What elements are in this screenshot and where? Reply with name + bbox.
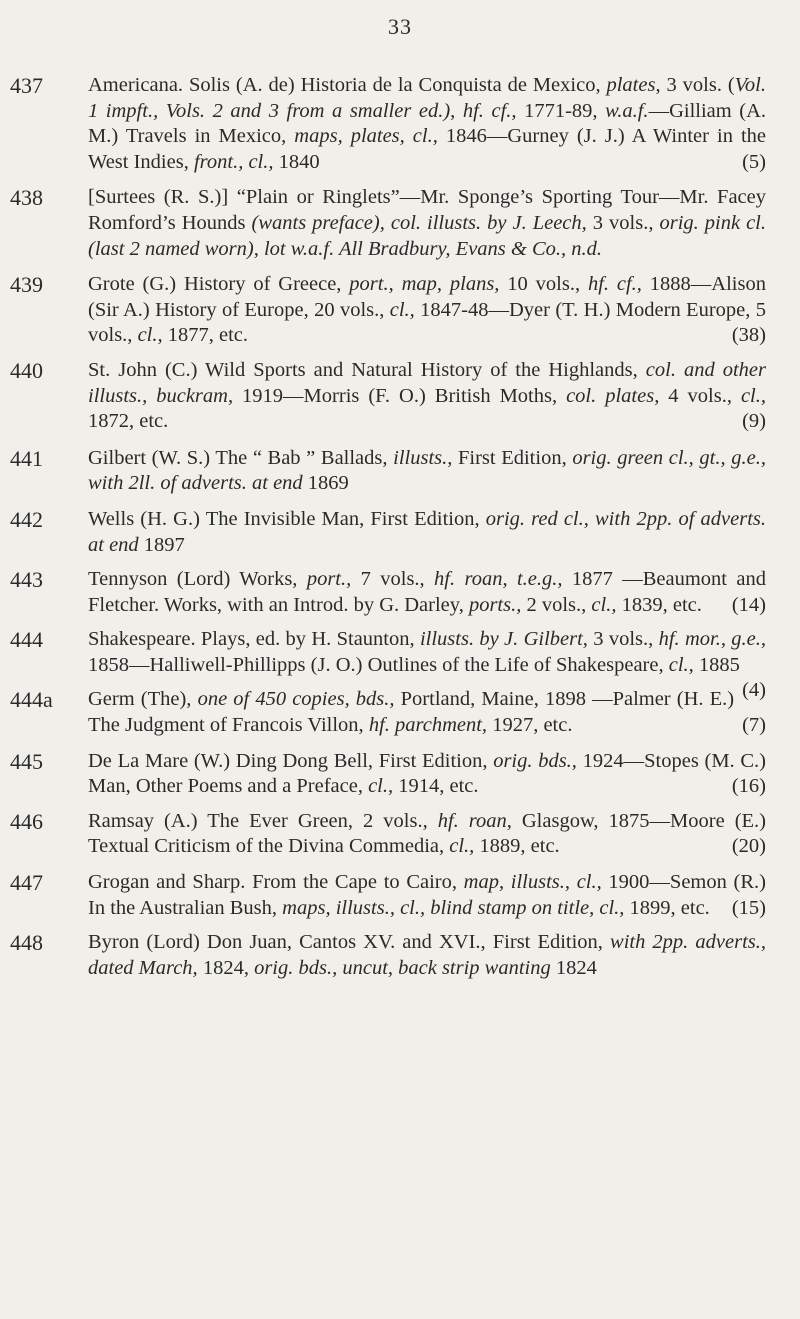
lot-detail-text: 1888—Alison (Sir A.) History of Europe, 20 vols.,: [88, 273, 766, 321]
lot-detail-italic: orig. bds., uncut, back strip wanting: [254, 956, 551, 979]
lot-price: (38): [731, 324, 766, 347]
lot-detail-text: Shakespeare. Plays, ed. by H. Staunton,: [88, 628, 420, 651]
lot-entry: [0, 809, 800, 860]
lot-detail-italic: port., map, plans,: [349, 273, 500, 296]
lot-number: 445: [10, 748, 43, 774]
lot-detail-italic: (wants preface), col. illusts. by J. Leech,: [251, 211, 587, 234]
lot-number: 443: [10, 567, 43, 593]
lot-number: 448: [10, 930, 43, 956]
lot-detail-text: Byron (Lord) Don Juan, Cantos XV. and XVI., First Edition,: [88, 931, 611, 954]
lot-detail-text: 7 vols.,: [351, 568, 435, 591]
lot-detail-text: 3 vols.,: [587, 628, 659, 651]
lot-detail-text: 3 vols.,: [586, 211, 660, 234]
lot-description: [88, 507, 766, 558]
lot-description: [88, 358, 766, 435]
lot-price: (4): [742, 679, 766, 702]
lot-number: 444: [10, 627, 43, 653]
lot-description: [88, 185, 766, 262]
lot-detail-italic: cl.,: [668, 653, 694, 676]
lot-detail-text: [Surtees (R. S.)] “Plain or Ringlets”—Mr. Sponge’s Sporting Tour—Mr. Facey Romford’s Hounds: [88, 186, 766, 234]
lot-detail-text: First Edition,: [452, 446, 573, 469]
lot-number: 440: [10, 357, 43, 383]
lot-entry: [0, 73, 800, 175]
lot-detail-italic: cl.,: [389, 298, 415, 321]
lot-detail-text: 1914, etc.: [393, 775, 479, 798]
lot-detail-text: Glasgow, 1875—Moore (E.) Textual Criticism of the Divina Commedia,: [88, 809, 766, 858]
lot-detail-text: 1824,: [197, 956, 255, 979]
lot-price: (5): [742, 150, 766, 173]
lot-detail-italic: maps, illusts., cl., blind stamp on title, cl.,: [282, 896, 625, 919]
lot-detail-text: 1885: [693, 653, 740, 676]
lot-detail-text: St. John (C.) Wild Sports and Natural History of the Highlands,: [88, 358, 646, 381]
lot-number: 439: [10, 272, 43, 298]
lot-detail-italic: col. and other illusts., buckram,: [88, 358, 766, 407]
lot-detail-italic: map, illusts., cl.,: [463, 871, 602, 894]
lot-detail-italic: orig. green cl., gt., g.e., with 2ll. of adverts. at end: [88, 446, 766, 495]
lot-detail-text: 1771-89,: [516, 99, 606, 122]
lot-detail-italic: hf. roan,: [437, 809, 512, 832]
lot-detail-italic: orig. pink cl. (last 2 named worn), lot w.a.f. All Bradbury, Evans & Co., n.d.: [88, 211, 767, 260]
lot-detail-italic: col. plates,: [566, 384, 660, 407]
lot-detail-text: Grogan and Sharp. From the Cape to Cairo,: [88, 871, 464, 894]
lot-detail-text: 4 vols.,: [659, 384, 741, 407]
lot-detail-text: Americana. Solis (A. de) Historia de la Conquista de Mexico,: [88, 74, 607, 96]
lot-list: [0, 64, 800, 981]
lot-entry: [0, 567, 800, 618]
lot-detail-text: 1872, etc.: [88, 410, 169, 433]
lot-detail-text: 1877, etc.: [162, 324, 249, 347]
lot-detail-italic: cl.,: [368, 775, 394, 798]
lot-description: [88, 870, 766, 921]
lot-detail-text: Germ (The),: [88, 688, 198, 711]
lot-number: 442: [10, 506, 43, 532]
lot-entry: [0, 870, 800, 921]
lot-detail-text: 1847-48—Dyer (T. H.) Modern Europe, 5 vols.,: [88, 298, 766, 347]
lot-number: 447: [10, 870, 43, 896]
lot-detail-text: , 3 vols. (: [655, 74, 735, 96]
lot-detail-italic: plates: [606, 74, 656, 96]
lot-detail-italic: illusts. by J. Gilbert,: [419, 628, 588, 651]
lot-detail-italic: port.,: [306, 568, 352, 591]
lot-description: [88, 809, 766, 860]
lot-detail-italic: hf. cf.,: [587, 273, 642, 296]
lot-description: [88, 446, 766, 497]
lot-entry: [0, 749, 800, 800]
lot-detail-italic: hf. roan, t.e.g.,: [434, 568, 563, 591]
lot-number: 437: [10, 73, 43, 98]
lot-number: 441: [10, 445, 43, 471]
lot-detail-italic: orig. red cl., with 2pp. of adverts. at end: [88, 507, 766, 556]
lot-detail-italic: illusts.,: [393, 446, 453, 469]
lot-price: (16): [731, 775, 766, 798]
lot-entry: [0, 687, 800, 738]
lot-detail-italic: front., cl.,: [193, 150, 274, 173]
lot-detail-italic: cl.,: [449, 835, 475, 858]
lot-detail-italic: hf. parchment,: [368, 714, 488, 737]
page-number: 33: [388, 14, 412, 39]
lot-description: [88, 567, 766, 618]
lot-number: 438: [10, 185, 43, 211]
lot-detail-text: Ramsay (A.) The Ever Green, 2 vols.,: [88, 809, 438, 832]
lot-description: [88, 73, 766, 175]
lot-detail-text: Tennyson (Lord) Works,: [88, 568, 307, 591]
lot-detail-text: 2 vols.,: [521, 593, 592, 616]
lot-entry: [0, 272, 800, 349]
lot-detail-italic: cl.,: [137, 324, 163, 347]
lot-detail-text: Grote (G.) History of Greece,: [88, 273, 350, 296]
lot-detail-text: 1889, etc.: [474, 835, 560, 858]
lot-description: [88, 687, 766, 738]
lot-detail-italic: maps, plates, cl.,: [294, 125, 438, 148]
lot-detail-text: 1824: [550, 956, 597, 979]
lot-entry: [0, 446, 800, 497]
lot-description: [88, 272, 766, 349]
lot-detail-text: 1927, etc.: [487, 714, 573, 737]
lot-detail-text: 1869: [302, 472, 349, 495]
lot-price: (14): [731, 593, 766, 616]
lot-price: (7): [742, 714, 766, 737]
lot-entry: [0, 185, 800, 262]
lot-detail-text: Wells (H. G.) The Invisible Man, First Edition,: [88, 507, 486, 530]
lot-number: 446: [10, 808, 43, 834]
lot-detail-italic: cl.,: [740, 384, 766, 407]
lot-detail-italic: with 2pp. adverts., dated March,: [88, 931, 766, 979]
lot-price: (15): [731, 896, 766, 919]
lot-detail-text: 1897: [138, 533, 185, 556]
lot-detail-text: De La Mare (W.) Ding Dong Bell, First Edition,: [88, 749, 494, 772]
lot-detail-text: 1924—Stopes (M. C.) Man, Other Poems and a Preface,: [88, 749, 766, 798]
lot-detail-text: Gilbert (W. S.) The “ Bab ” Ballads,: [88, 446, 394, 469]
lot-detail-text: 10 vols.,: [499, 273, 588, 296]
lot-description: [88, 930, 766, 981]
lot-entry: [0, 930, 800, 981]
lot-price: (9): [742, 410, 766, 433]
lot-detail-text: 1899, etc.: [624, 896, 710, 919]
lot-detail-italic: w.a.f.: [605, 99, 649, 122]
lot-detail-text: —Gilliam (A. M.) Travels in Mexico,: [88, 99, 767, 148]
lot-detail-text: 1919—Morris (F. O.) British Moths,: [233, 384, 567, 407]
lot-description: [88, 749, 766, 800]
lot-entry: [0, 507, 800, 558]
lot-detail-italic: cl.,: [591, 593, 617, 616]
lot-detail-text: 1839, etc.: [616, 593, 702, 616]
lot-detail-text: Portland, Maine, 1898 —Palmer (H. E.) The Judgment of Francois Villon,: [88, 688, 735, 737]
lot-number: 444a: [10, 687, 53, 713]
lot-detail-italic: orig. bds.,: [493, 749, 577, 772]
lot-detail-text: 1840: [273, 150, 320, 173]
lot-detail-text: 1900—Semon (R.) In the Australian Bush,: [88, 871, 767, 919]
lot-entry: [0, 358, 800, 435]
lot-price: (20): [731, 835, 766, 858]
lot-detail-text: 1846—Gurney (J. J.) A Winter in the West Indies,: [88, 125, 766, 173]
lot-detail-text: 1877 —Beaumont and Fletcher. Works, with an Introd. by G. Darley,: [88, 568, 766, 616]
lot-detail-italic: one of 450 copies, bds.,: [197, 688, 395, 711]
lot-detail-italic: Vol. 1 impft., Vols. 2 and 3 from a smaller ed.), hf. cf.,: [88, 74, 766, 122]
lot-detail-italic: ports.,: [468, 593, 522, 616]
lot-detail-italic: hf. mor., g.e.,: [658, 628, 766, 651]
lot-detail-text: 1858—Halliwell-Phillipps (J. O.) Outlines of the Life of Shakespeare,: [88, 653, 669, 676]
